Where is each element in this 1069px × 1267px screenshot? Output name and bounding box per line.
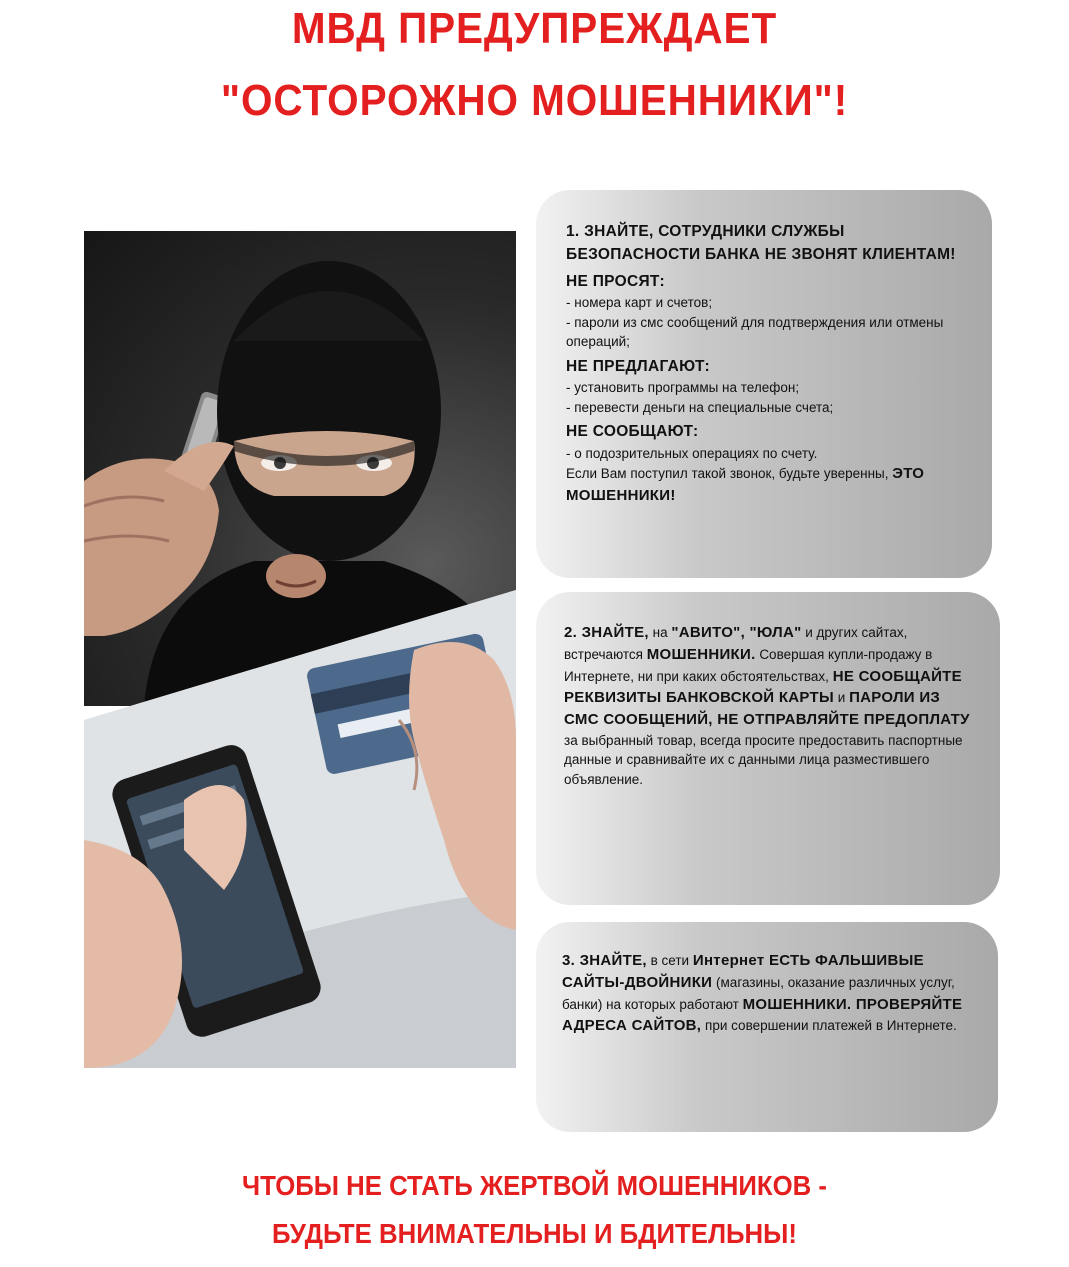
card1-section2-item: - перевести деньги на специальные счета; [566,399,834,415]
info-card-fake-sites [536,922,998,1132]
card1-section3-item: - о подозрительных операциях по счету. [566,445,818,461]
card3-part: МОШЕННИКИ. ПРОВЕРЯЙТЕ АДРЕСА САЙТОВ, [562,995,963,1035]
card1-section2-item: - установить программы на телефон; [566,380,800,396]
info-card-marketplace [536,592,1000,905]
poster-title-line1: МВД ПРЕДУПРЕЖДАЕТ [291,4,778,53]
card2-text [564,622,970,789]
info-card-bank-security [536,190,992,578]
card2-part: и [837,690,846,706]
card1-section1-title: НЕ ПРОСЯТ: [566,272,665,290]
card2-part: НЕ СООБЩАЙТЕ РЕКВИЗИТЫ БАНКОВСКОЙ КАРТЫ [564,667,962,707]
card3-part: Интернет ЕСТЬ ФАЛЬШИВЫЕ САЙТЫ-ДВОЙНИКИ [562,952,924,991]
card2-part: на [652,625,668,640]
card2-part: за выбранный товар, всегда просите предоставить паспортные данные и сравнивайте их с данными лица разместившего объявление. [564,732,963,787]
card1-heading: 1. ЗНАЙТЕ, СОТРУДНИКИ СЛУЖБЫ БЕЗОПАСНОСТИ БАНКА НЕ ЗВОНЯТ КЛИЕНТАМ! [566,223,956,264]
card1-closing-bold: ЭТО МОШЕННИКИ! [566,465,925,505]
card2-part: "АВИТО", "ЮЛА" [671,624,802,641]
card1-section2-title: НЕ ПРЕДЛАГАЮТ: [566,357,710,375]
card1-closing-text: Если Вам поступил такой звонок, будьте уверенны, [566,466,889,482]
card2-part: 2. ЗНАЙТЕ, [564,624,649,641]
card3-part: в сети [650,953,690,968]
card3-part: 3. ЗНАЙТЕ, [562,952,647,969]
card1-closing [566,463,962,507]
card3-part: при совершении платежей в Интернете. [705,1018,957,1034]
card1-section1-item: - пароли из смс сообщений для подтверждения или отмены операций; [566,314,944,350]
card1-section1-item: - номера карт и счетов; [566,294,713,310]
card3-part: (магазины, оказание различных услуг, банки) на которых работают [562,974,955,1012]
card3-text [562,950,968,1037]
footer-warning-line2: БУДЬТЕ ВНИМАТЕЛЬНЫ И БДИТЕЛЬНЫ! [272,1218,797,1249]
card1-section3-title: НЕ СООБЩАЮТ: [566,423,699,441]
card2-part: и других сайтах, встречаются [564,625,908,662]
footer-warning-line1: ЧТОБЫ НЕ СТАТЬ ЖЕРТВОЙ МОШЕННИКОВ - [242,1170,827,1201]
poster-title-line2: "ОСТОРОЖНО МОШЕННИКИ"! [220,76,849,125]
card2-part: Совершая купли-продажу в Интернете, ни при каких обстоятельствах, [564,646,933,684]
card2-part: ПАРОЛИ ИЗ СМС СООБЩЕНИЙ, НЕ ОТПРАВЛЯЙТЕ ПРЕДОПЛАТУ [564,689,970,728]
card2-part: МОШЕННИКИ. [646,645,756,663]
